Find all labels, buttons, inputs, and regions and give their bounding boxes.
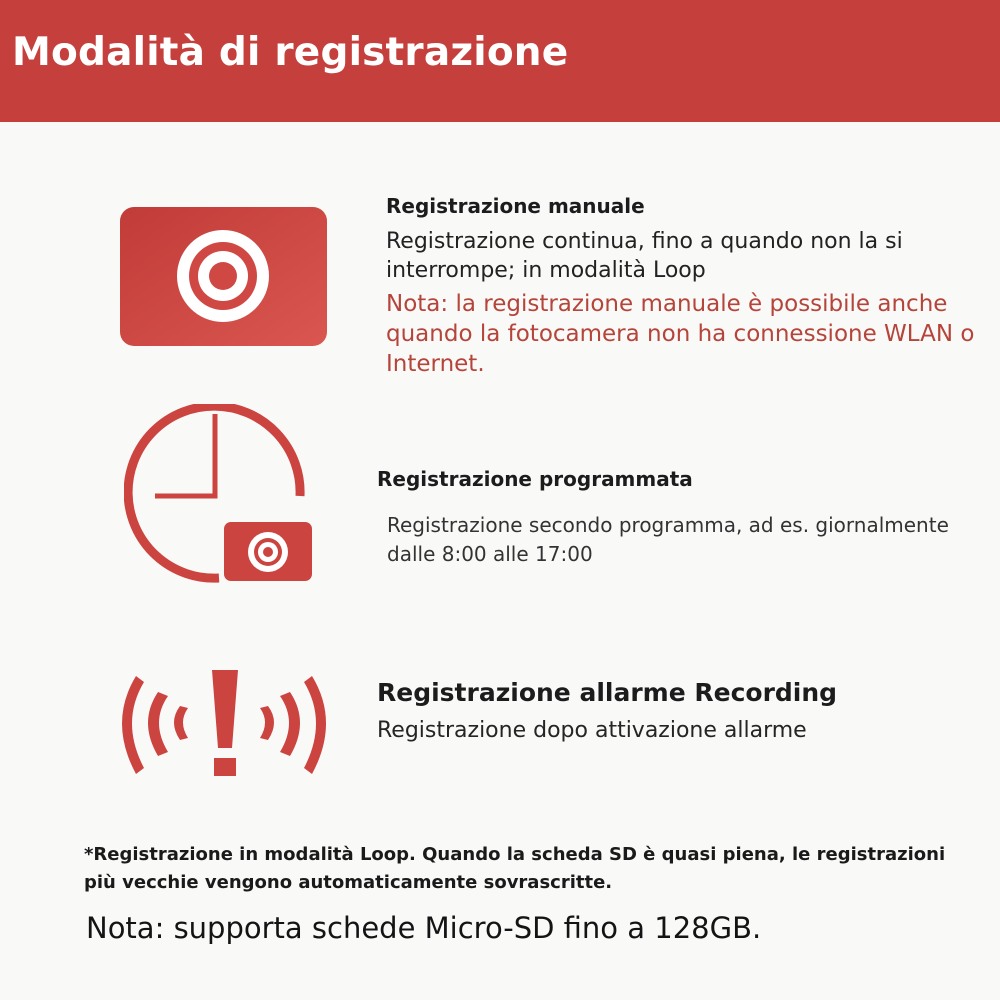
section-description: Registrazione continua, fino a quando non la si interrompe; in modalità Loop xyxy=(386,229,903,283)
section-title: Registrazione manuale xyxy=(386,194,645,218)
page-title: Modalità di registrazione xyxy=(12,30,569,75)
alarm-icon xyxy=(118,664,330,782)
clock-record-icon xyxy=(124,404,318,588)
section-manual-recording xyxy=(386,193,986,379)
section-title: Registrazione allarme Recording xyxy=(377,678,838,707)
section-title: Registrazione programmata xyxy=(377,467,693,491)
sd-card-note: Nota: supporta schede Micro-SD fino a 128GB. xyxy=(86,911,762,945)
header-banner xyxy=(0,0,1000,122)
record-card-icon xyxy=(119,206,329,348)
section-note: Nota: la registrazione manuale è possibile anche quando la fotocamera non ha connessione WLAN o Internet. xyxy=(386,291,975,377)
section-scheduled-recording xyxy=(377,466,977,569)
section-description: Registrazione secondo programma, ad es. giornalmente dalle 8:00 alle 17:00 xyxy=(387,513,949,566)
loop-footnote: *Registrazione in modalità Loop. Quando la scheda SD è quasi piena, le registrazioni più vecchie vengono automaticamente sovrascritte. xyxy=(84,844,946,893)
section-alarm-recording xyxy=(377,677,977,746)
section-description: Registrazione dopo attivazione allarme xyxy=(377,718,807,743)
